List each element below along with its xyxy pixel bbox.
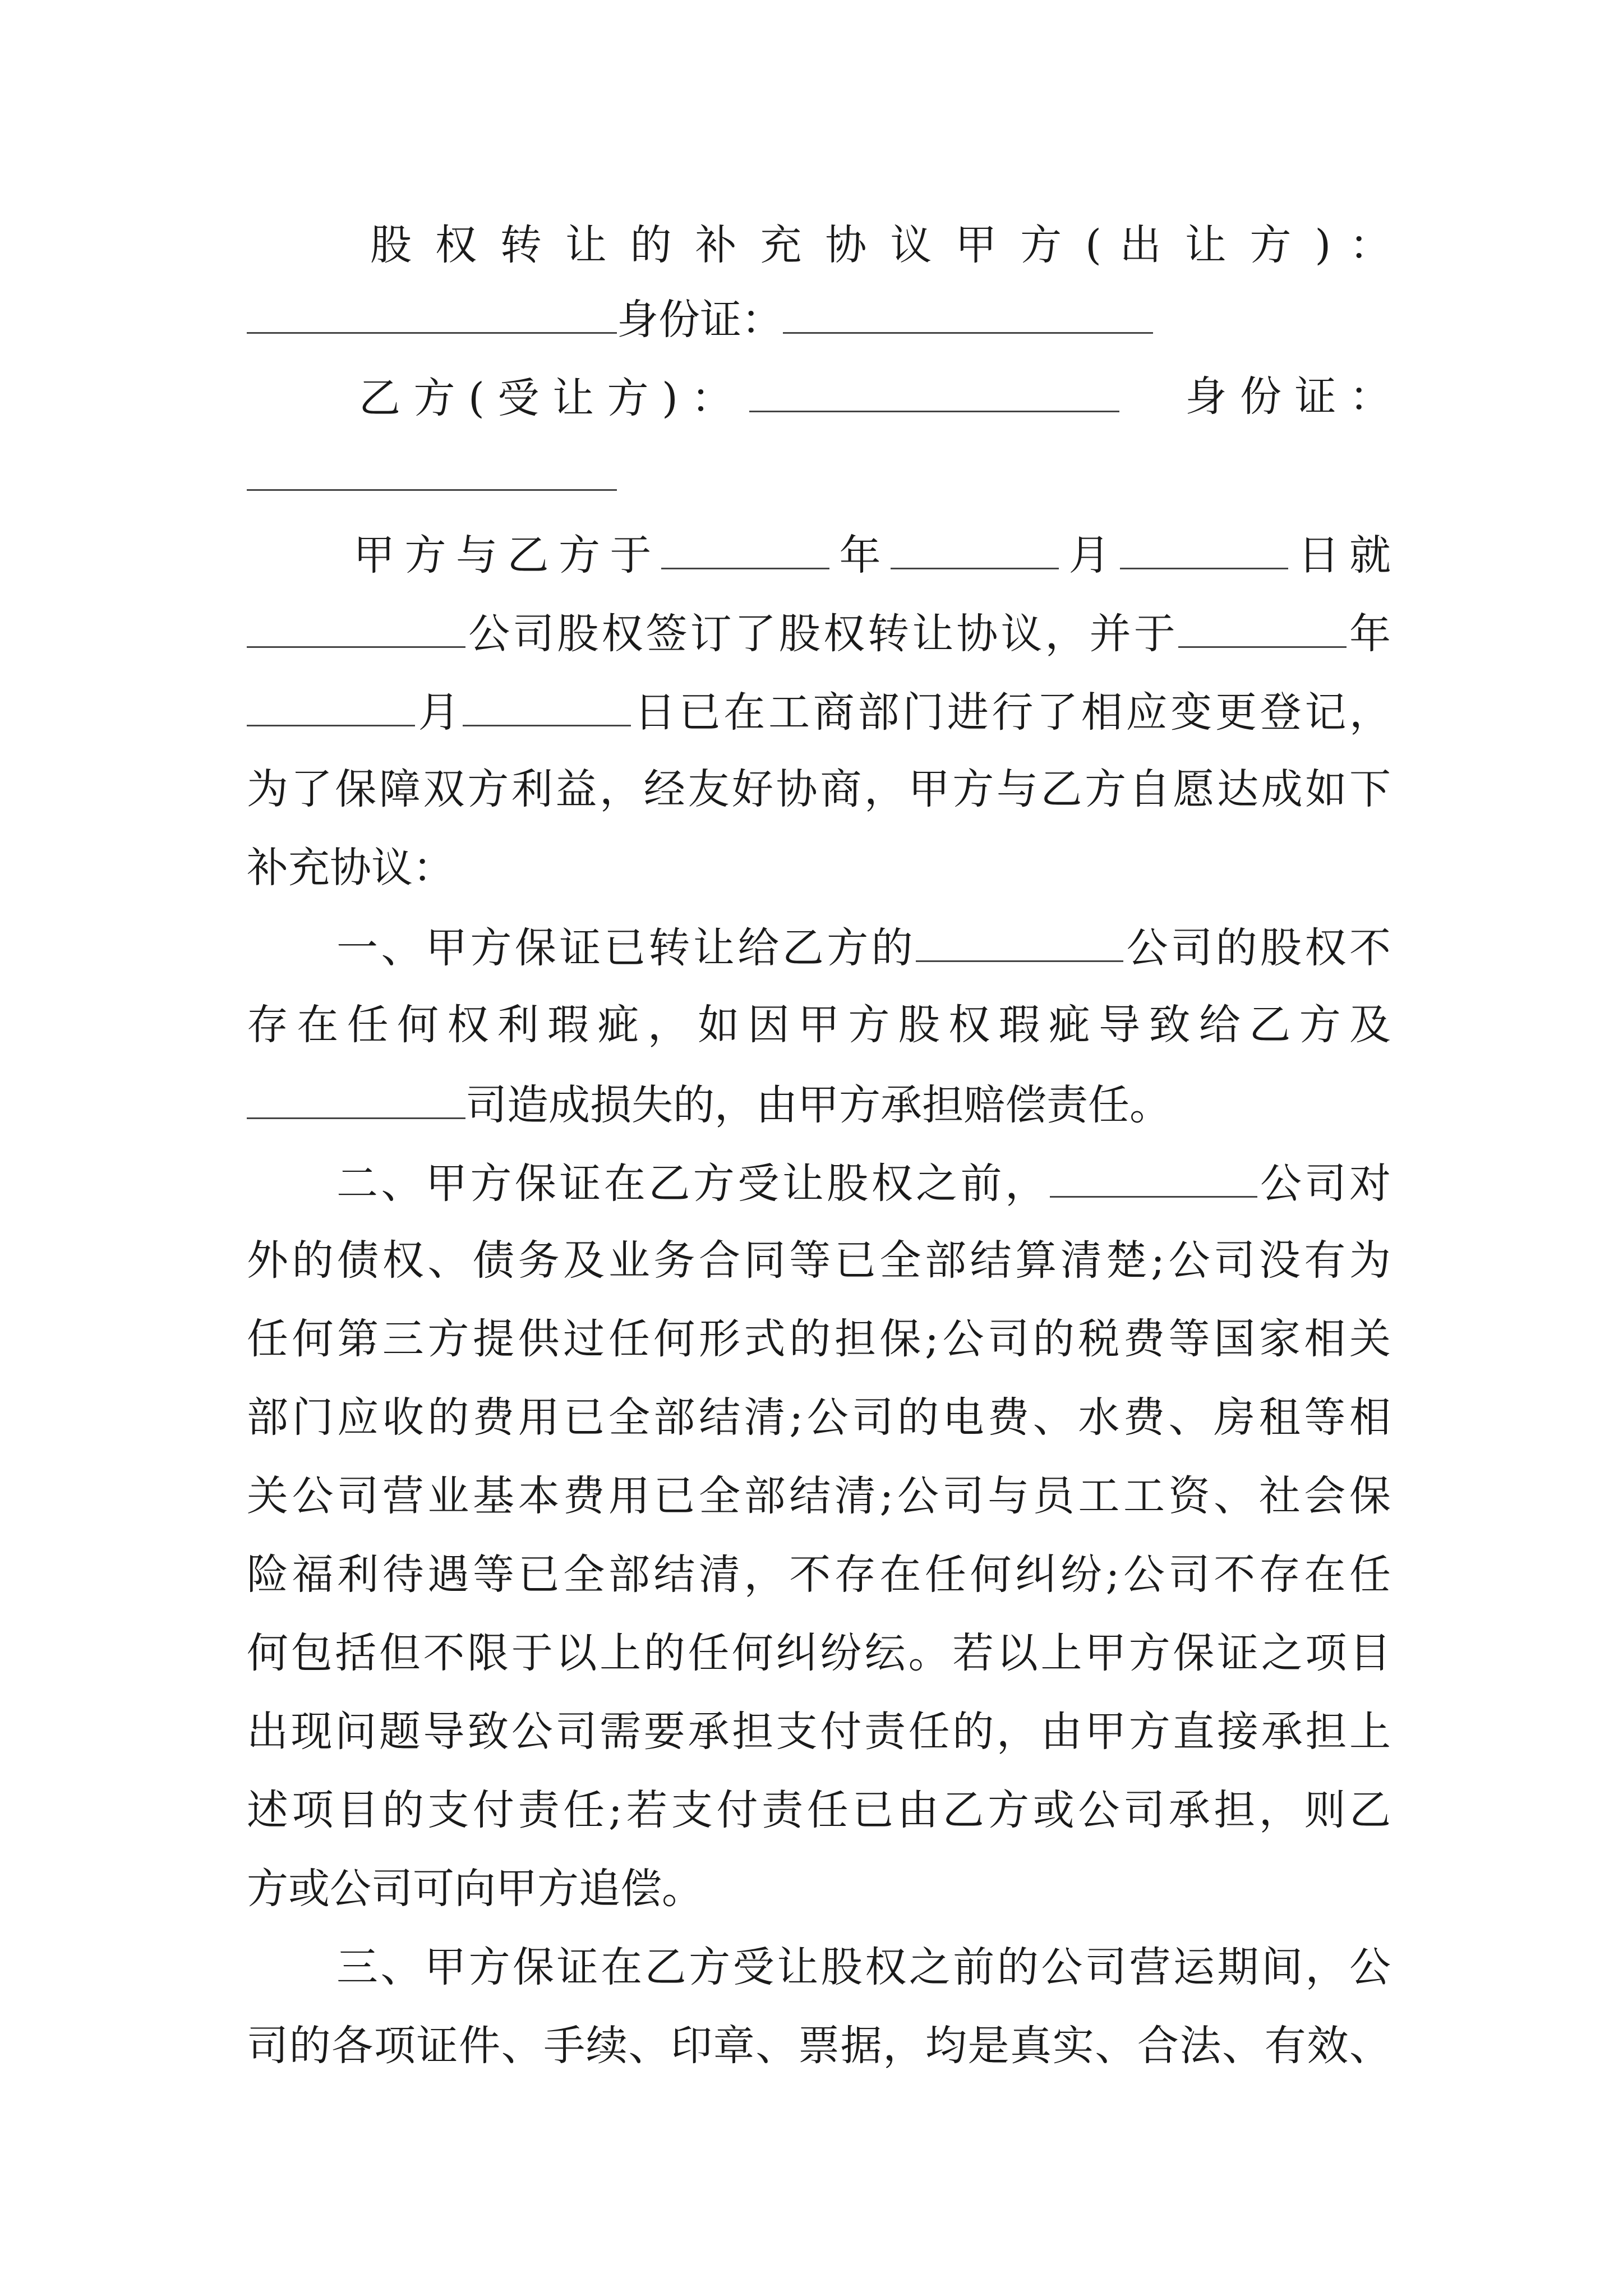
clause2-line-7: 何包括但不限于以上的任何纠纷纭。若以上甲方保证之项目 bbox=[247, 1629, 1391, 1677]
party-b-id-line bbox=[247, 454, 1391, 498]
day2-blank bbox=[463, 690, 631, 726]
party-b-id-label: 身 份 证 ： bbox=[1185, 372, 1391, 421]
intro-line-1 bbox=[353, 531, 1391, 579]
clause1-line-3 bbox=[247, 1081, 1391, 1129]
clause2-line-2: 外的债权、债务及业务合同等已全部结算清楚;公司没有为 bbox=[247, 1236, 1391, 1285]
clause2-text: 二、甲方保证在乙方受让股权之前， bbox=[336, 1159, 1050, 1208]
intro-text: 公司股权签订了股权转让协议，并于 bbox=[465, 610, 1178, 658]
clause3-line-1: 三、甲方保证在乙方受让股权之前的公司营运期间，公 bbox=[336, 1943, 1391, 1991]
clause1-text: 一、甲方保证已转让给乙方的 bbox=[336, 924, 916, 972]
intro-line-3 bbox=[247, 688, 1391, 737]
clause2-company-blank bbox=[1050, 1161, 1257, 1198]
intro-text: 甲方与乙方于 bbox=[353, 531, 661, 579]
intro-month: 月 bbox=[415, 688, 463, 737]
clause2-line-10: 方或公司可向甲方追偿。 bbox=[247, 1865, 703, 1913]
party-a-id-line bbox=[247, 296, 1391, 344]
day-blank bbox=[1120, 533, 1288, 569]
intro-year: 年 bbox=[1346, 610, 1391, 658]
party-b-label: 乙 方 ( 受 让 方 ) ： bbox=[359, 374, 733, 422]
intro-line-2 bbox=[247, 610, 1391, 658]
clause2-line-1 bbox=[336, 1159, 1391, 1208]
clause3-line-2: 司的各项证件、手续、印章、票据，均是真实、合法、有效、 bbox=[247, 2022, 1391, 2070]
party-a-id-blank bbox=[783, 297, 1153, 334]
clause2-line-6: 险福利待遇等已全部结清，不存在任何纠纷;公司不存在任 bbox=[247, 1550, 1391, 1599]
party-b-line bbox=[359, 372, 1391, 422]
clause2-line-8: 出现问题导致公司需要承担支付责任的，由甲方直接承担上 bbox=[247, 1708, 1391, 1756]
title-party-a-label: 股 权 转 让 的 补 充 协 议 甲 方 ( 出 让 方 ) ： bbox=[370, 221, 1391, 269]
clause2-line-5: 关公司营业基本费用已全部结清;公司与员工工资、社会保 bbox=[247, 1472, 1391, 1520]
party-b-id-blank bbox=[247, 454, 617, 491]
clause1-text: 公司的股权不 bbox=[1123, 924, 1391, 972]
company-blank bbox=[247, 611, 465, 648]
clause1-line-1 bbox=[336, 924, 1391, 972]
party-b-name-blank bbox=[749, 376, 1119, 412]
intro-line-4: 为了保障双方利益，经友好协商，甲方与乙方自愿达成如下 bbox=[247, 765, 1391, 813]
clause2-line-9: 述项目的支付责任;若支付责任已由乙方或公司承担，则乙 bbox=[247, 1786, 1391, 1834]
clause2-line-3: 任何第三方提供过任何形式的担保;公司的税费等国家相关 bbox=[247, 1315, 1391, 1363]
clause2-line-4: 部门应收的费用已全部结清;公司的电费、水费、房租等相 bbox=[247, 1393, 1391, 1442]
month2-blank bbox=[247, 690, 415, 726]
intro-year: 年 bbox=[829, 531, 891, 579]
clause1-company-blank-2 bbox=[247, 1083, 465, 1119]
intro-month: 月 bbox=[1059, 531, 1120, 579]
month-blank bbox=[891, 533, 1059, 569]
clause1-text: 司造成损失的，由甲方承担赔偿责任。 bbox=[465, 1081, 1171, 1129]
year-blank bbox=[661, 533, 829, 569]
title-line bbox=[370, 221, 1391, 269]
party-a-name-blank bbox=[247, 297, 617, 334]
year2-blank bbox=[1178, 611, 1347, 648]
intro-day: 日就 bbox=[1288, 531, 1391, 579]
party-a-id-label: 身份证： bbox=[617, 296, 783, 344]
intro-line-5: 补充协议： bbox=[247, 844, 454, 892]
clause1-company-blank bbox=[916, 926, 1123, 962]
clause1-line-2: 存在任何权利瑕疵，如因甲方股权瑕疵导致给乙方及 bbox=[247, 1001, 1391, 1049]
clause2-text: 公司对 bbox=[1257, 1159, 1391, 1208]
intro-text: 日已在工商部门进行了相应变更登记， bbox=[631, 688, 1391, 737]
